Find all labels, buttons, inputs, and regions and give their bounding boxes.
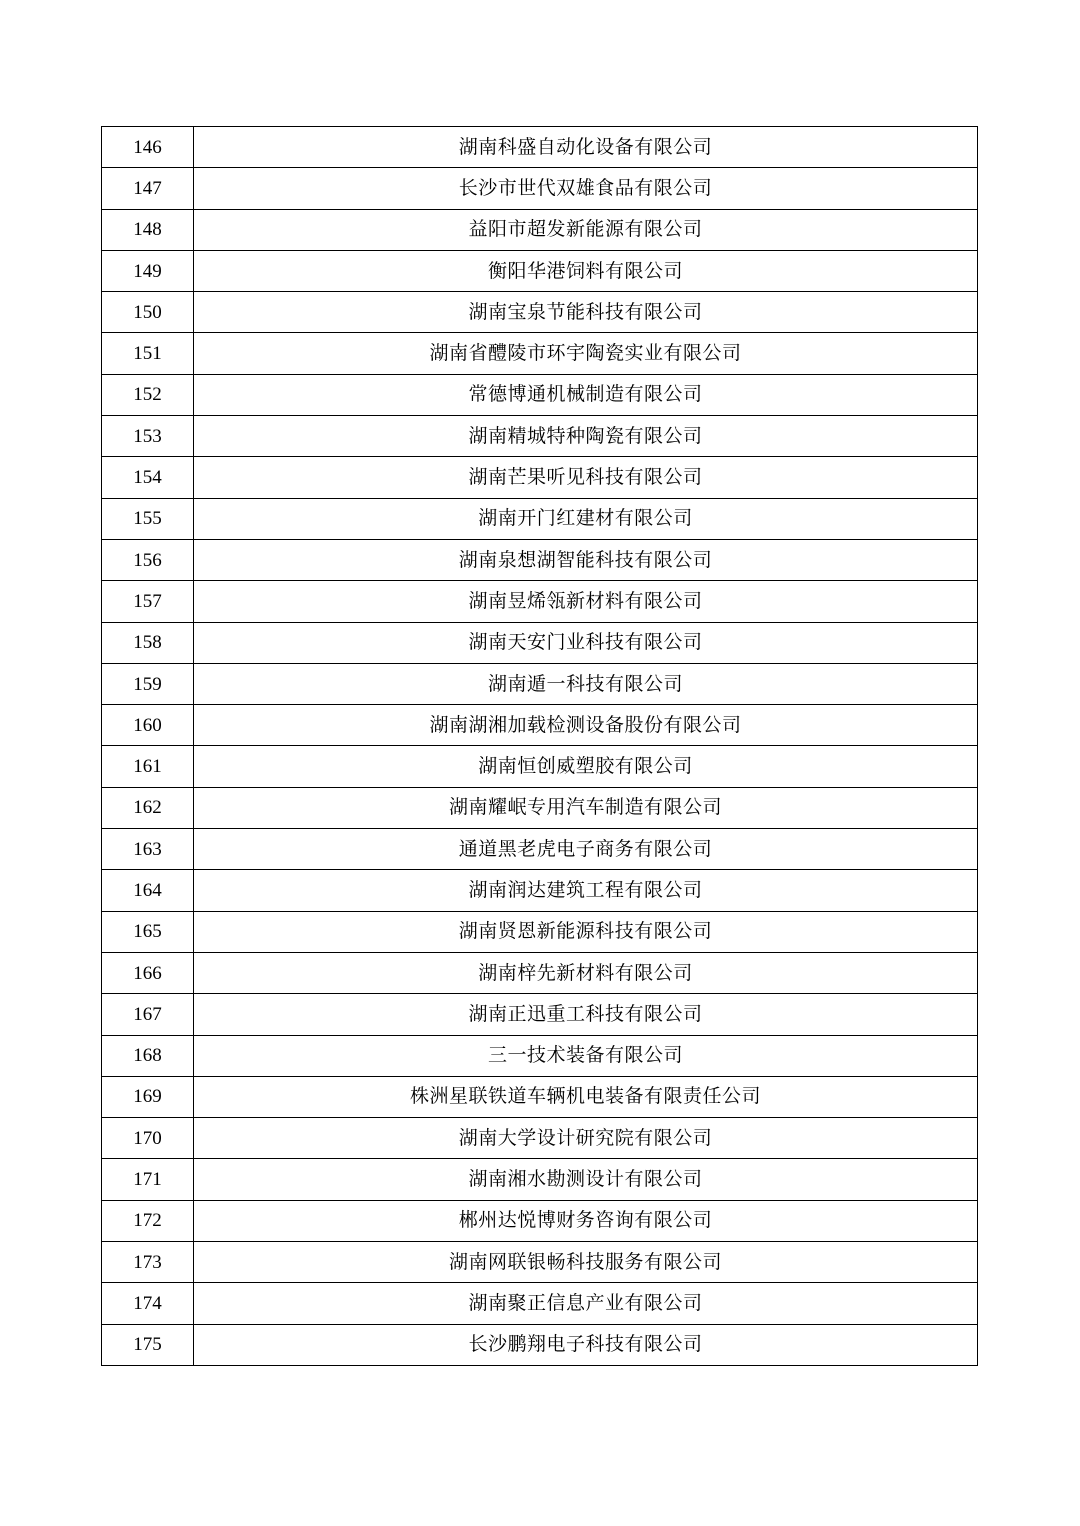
company-name: 湖南贤恩新能源科技有限公司 [194, 911, 978, 952]
row-number: 148 [102, 209, 194, 250]
company-name: 常德博通机械制造有限公司 [194, 374, 978, 415]
row-number: 163 [102, 829, 194, 870]
table-row [102, 829, 978, 870]
row-number: 169 [102, 1076, 194, 1117]
table-row [102, 209, 978, 250]
company-name: 长沙鹏翔电子科技有限公司 [194, 1324, 978, 1365]
company-name: 湖南天安门业科技有限公司 [194, 622, 978, 663]
table-row [102, 1242, 978, 1283]
company-name: 湖南遁一科技有限公司 [194, 663, 978, 704]
table-row [102, 622, 978, 663]
table-row [102, 292, 978, 333]
company-name: 湖南润达建筑工程有限公司 [194, 870, 978, 911]
table-row [102, 787, 978, 828]
table-row [102, 581, 978, 622]
table-row [102, 1076, 978, 1117]
table-row [102, 333, 978, 374]
table-row [102, 1159, 978, 1200]
row-number: 170 [102, 1118, 194, 1159]
company-name: 湖南泉想湖智能科技有限公司 [194, 539, 978, 580]
row-number: 147 [102, 168, 194, 209]
company-name: 湖南开门红建材有限公司 [194, 498, 978, 539]
row-number: 150 [102, 292, 194, 333]
company-name: 株洲星联铁道车辆机电装备有限责任公司 [194, 1076, 978, 1117]
company-list-sheet [101, 126, 978, 1366]
row-number: 146 [102, 127, 194, 168]
company-list-table [101, 126, 978, 1366]
row-number: 153 [102, 416, 194, 457]
row-number: 165 [102, 911, 194, 952]
table-row [102, 663, 978, 704]
table-row [102, 746, 978, 787]
company-name: 湖南芒果听见科技有限公司 [194, 457, 978, 498]
row-number: 174 [102, 1283, 194, 1324]
table-row [102, 539, 978, 580]
company-name: 湖南网联银畅科技服务有限公司 [194, 1242, 978, 1283]
row-number: 158 [102, 622, 194, 663]
table-row [102, 127, 978, 168]
company-name: 三一技术装备有限公司 [194, 1035, 978, 1076]
company-name: 湖南梓先新材料有限公司 [194, 952, 978, 993]
table-row [102, 374, 978, 415]
table-row [102, 416, 978, 457]
row-number: 168 [102, 1035, 194, 1076]
table-row [102, 1118, 978, 1159]
row-number: 156 [102, 539, 194, 580]
row-number: 154 [102, 457, 194, 498]
table-row [102, 1283, 978, 1324]
row-number: 166 [102, 952, 194, 993]
table-row [102, 870, 978, 911]
row-number: 160 [102, 705, 194, 746]
company-name: 湖南湖湘加载检测设备股份有限公司 [194, 705, 978, 746]
table-row [102, 911, 978, 952]
row-number: 173 [102, 1242, 194, 1283]
table-row [102, 250, 978, 291]
row-number: 175 [102, 1324, 194, 1365]
row-number: 167 [102, 994, 194, 1035]
company-name: 湖南湘水勘测设计有限公司 [194, 1159, 978, 1200]
company-name: 衡阳华港饲料有限公司 [194, 250, 978, 291]
table-row [102, 1324, 978, 1365]
company-name: 湖南大学设计研究院有限公司 [194, 1118, 978, 1159]
company-name: 湖南精城特种陶瓷有限公司 [194, 416, 978, 457]
company-name: 长沙市世代双雄食品有限公司 [194, 168, 978, 209]
row-number: 155 [102, 498, 194, 539]
table-row [102, 1200, 978, 1241]
row-number: 152 [102, 374, 194, 415]
company-name: 湖南耀岷专用汽车制造有限公司 [194, 787, 978, 828]
company-name: 湖南聚正信息产业有限公司 [194, 1283, 978, 1324]
row-number: 161 [102, 746, 194, 787]
table-row [102, 168, 978, 209]
company-name: 湖南科盛自动化设备有限公司 [194, 127, 978, 168]
company-name: 湖南省醴陵市环宇陶瓷实业有限公司 [194, 333, 978, 374]
company-name: 湖南昱烯瓴新材料有限公司 [194, 581, 978, 622]
row-number: 164 [102, 870, 194, 911]
company-name: 益阳市超发新能源有限公司 [194, 209, 978, 250]
row-number: 159 [102, 663, 194, 704]
company-name: 通道黑老虎电子商务有限公司 [194, 829, 978, 870]
row-number: 162 [102, 787, 194, 828]
table-row [102, 952, 978, 993]
table-row [102, 498, 978, 539]
table-row [102, 705, 978, 746]
table-row [102, 1035, 978, 1076]
company-name: 湖南恒创威塑胶有限公司 [194, 746, 978, 787]
table-row [102, 457, 978, 498]
company-name: 湖南宝泉节能科技有限公司 [194, 292, 978, 333]
company-name: 郴州达悦博财务咨询有限公司 [194, 1200, 978, 1241]
row-number: 151 [102, 333, 194, 374]
row-number: 157 [102, 581, 194, 622]
row-number: 172 [102, 1200, 194, 1241]
company-name: 湖南正迅重工科技有限公司 [194, 994, 978, 1035]
company-list-body [102, 127, 978, 1366]
row-number: 171 [102, 1159, 194, 1200]
row-number: 149 [102, 250, 194, 291]
table-row [102, 994, 978, 1035]
